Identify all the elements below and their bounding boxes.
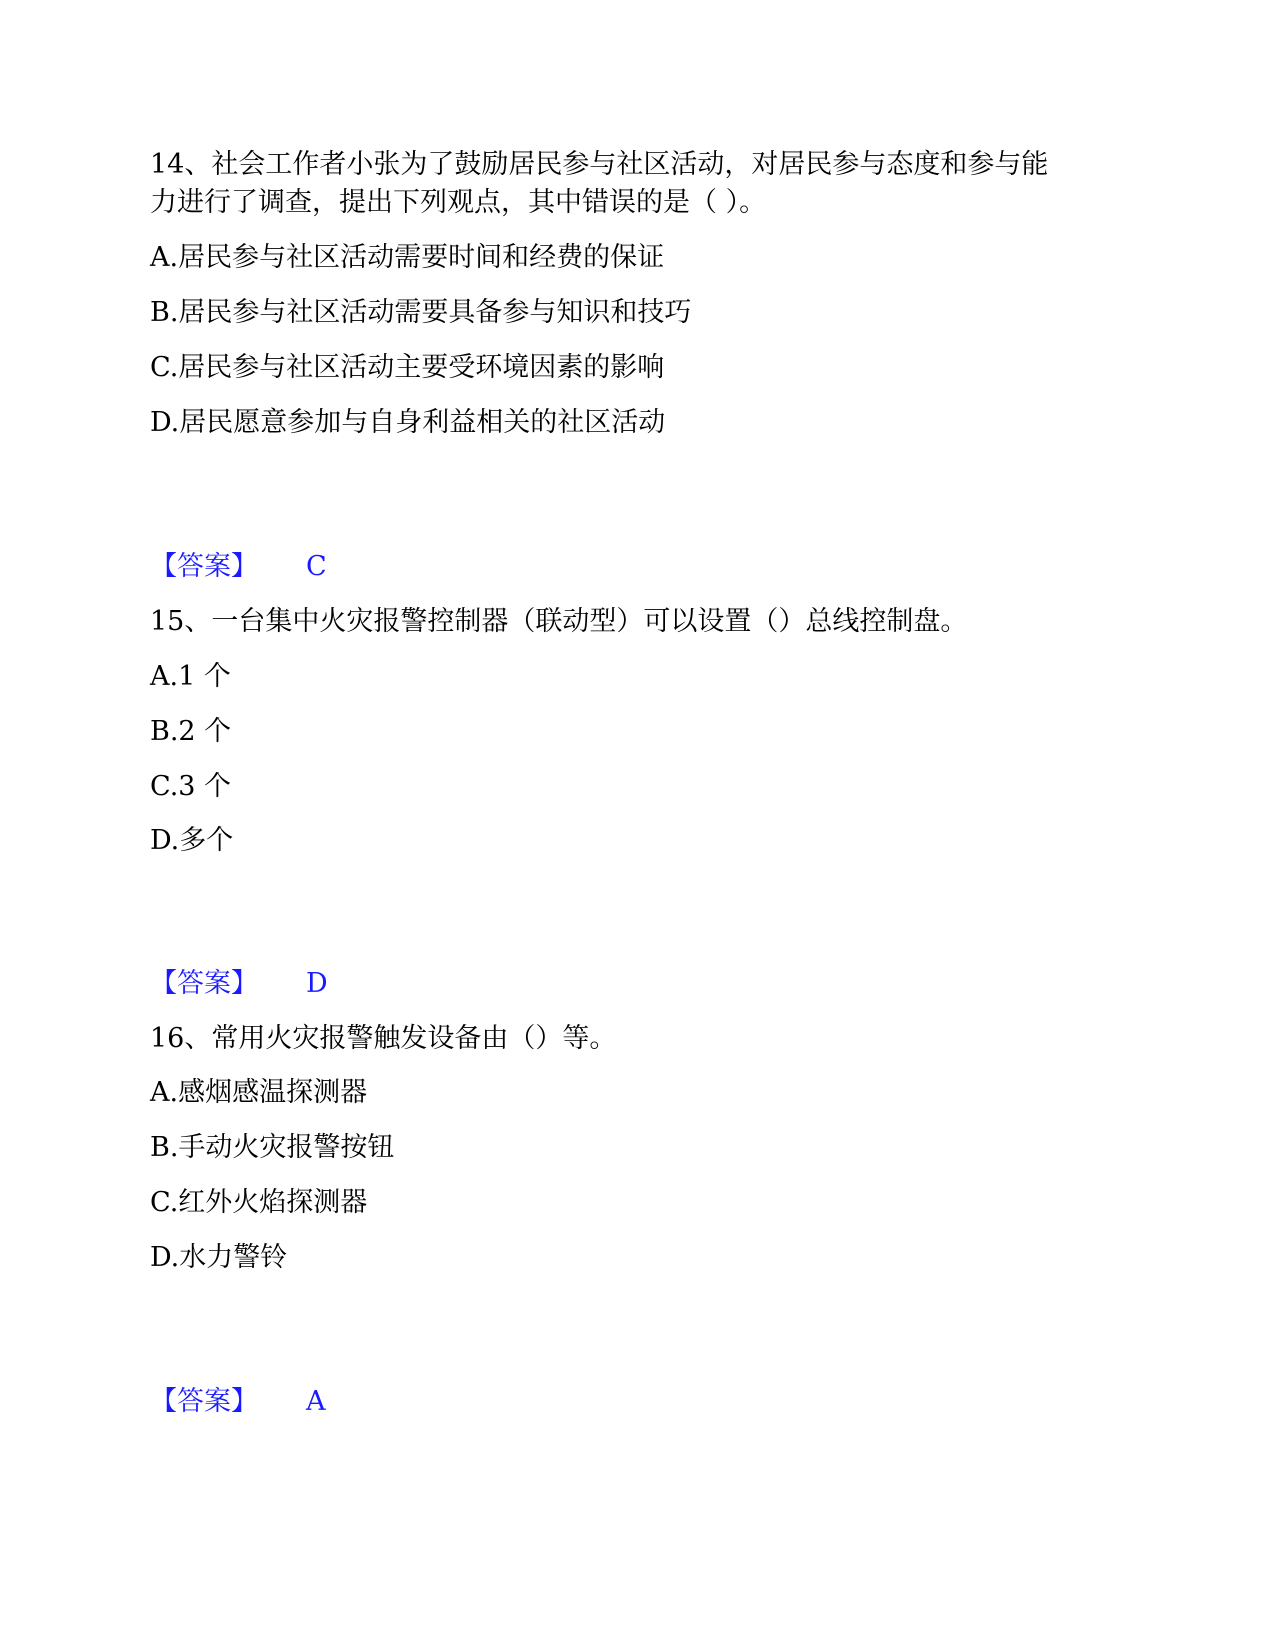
answer-value: A [306,1386,326,1417]
question-14-option-d: D.居民愿意参加与自身利益相关的社区活动 [150,407,666,438]
question-15-stem-line-1: 15、一台集中火灾报警控制器（联动型）可以设置（）总线控制盘。 [150,606,968,637]
question-14-option-c: C.居民参与社区活动主要受环境因素的影响 [150,352,665,383]
question-15-option-d: D.多个 [150,825,234,856]
question-14-answer [150,547,327,587]
question-16-option-c: C.红外火焰探测器 [150,1187,368,1218]
answer-label: 【答案】 [150,551,258,582]
question-16-option-a: A.感烟感温探测器 [150,1077,368,1108]
question-16-stem-line-1: 16、常用火灾报警触发设备由（）等。 [150,1023,617,1054]
answer-label: 【答案】 [150,1386,258,1417]
question-14-stem-line-1: 14、社会工作者小张为了鼓励居民参与社区活动，对居民参与态度和参与能 [150,149,1049,180]
answer-value: D [306,968,328,999]
question-16-answer [150,1382,326,1422]
answer-label: 【答案】 [150,968,258,999]
question-16-option-d: D.水力警铃 [150,1242,288,1273]
answer-value: C [306,551,327,582]
question-14-option-b: B.居民参与社区活动需要具备参与知识和技巧 [150,297,692,328]
question-14-option-a: A.居民参与社区活动需要时间和经费的保证 [150,242,665,273]
question-15-answer [150,964,328,1004]
question-14-stem-line-2: 力进行了调查，提出下列观点，其中错误的是（ ）。 [150,187,767,218]
question-15-option-b: B.2 个 [150,716,232,747]
question-16-option-b: B.手动火灾报警按钮 [150,1132,395,1163]
question-15-option-a: A.1 个 [150,661,231,692]
question-15-option-c: C.3 个 [150,771,232,802]
